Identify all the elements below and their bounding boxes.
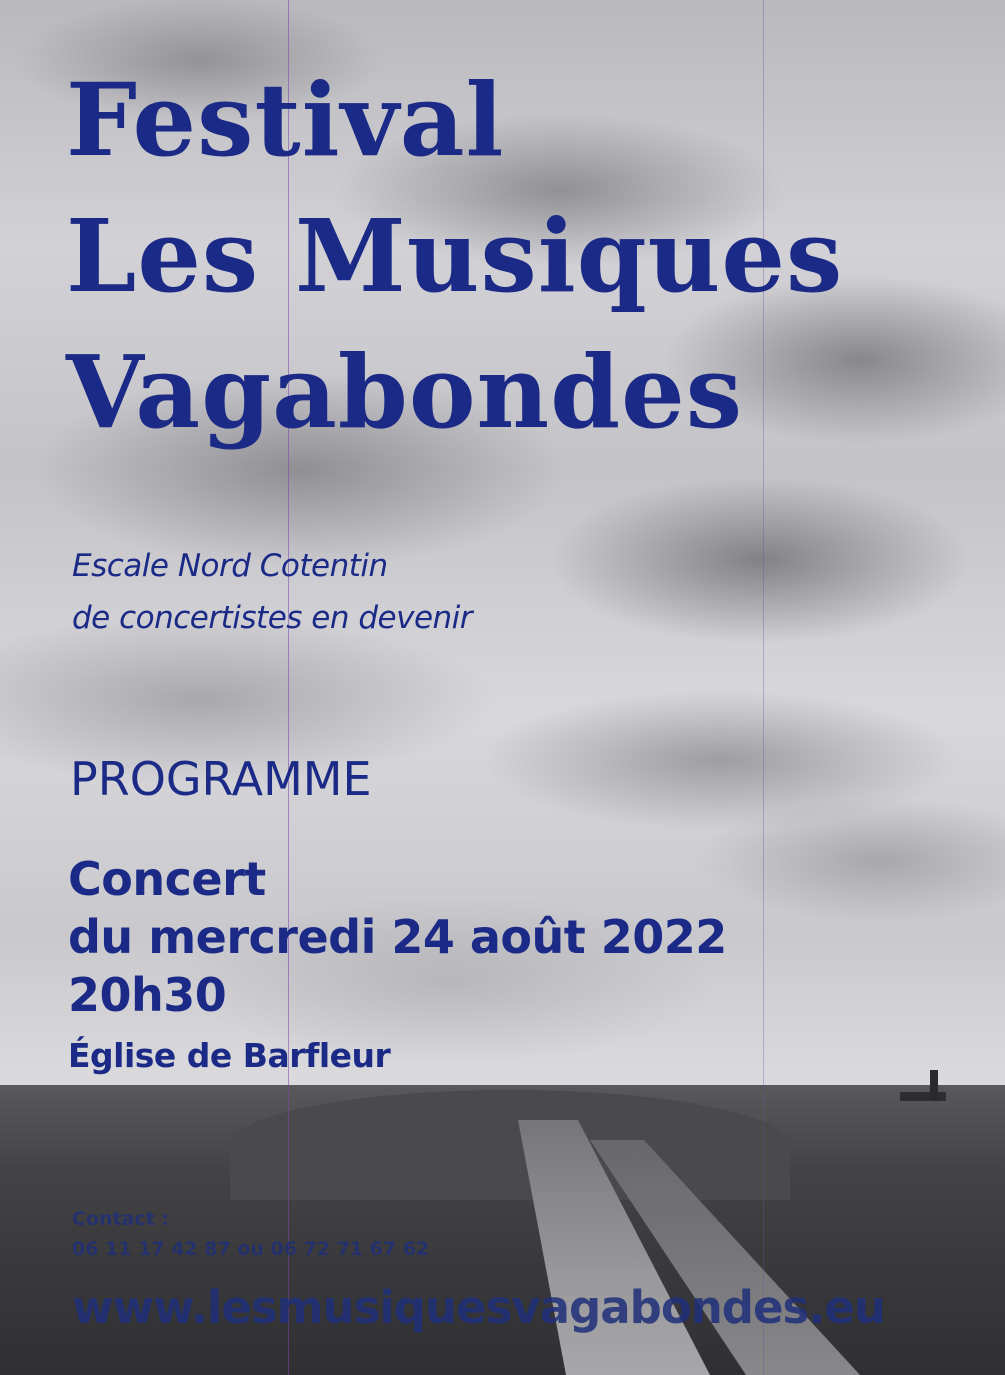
title-line-2: Les Musiques <box>66 197 844 315</box>
contact-phones: 06 11 17 42 87 ou 06 72 71 67 62 <box>72 1238 430 1260</box>
concert-label: Concert <box>68 852 266 906</box>
festival-subtitle <box>72 540 472 644</box>
programme-heading: PROGRAMME <box>70 752 372 806</box>
subtitle-line-1: Escale Nord Cotentin <box>72 548 388 584</box>
concert-time: 20h30 <box>68 968 227 1022</box>
website-url: www.lesmusiquesvagabondes.eu <box>72 1281 885 1334</box>
title-line-1: Festival <box>66 61 505 179</box>
subtitle-line-2: de concertistes en devenir <box>72 600 473 636</box>
concert-details <box>68 850 727 1024</box>
concert-date: du mercredi 24 août 2022 <box>68 910 727 964</box>
festival-title <box>66 52 843 460</box>
contact-block <box>72 1204 429 1264</box>
lighthouse-base <box>900 1092 946 1101</box>
title-line-3: Vagabondes <box>66 333 744 451</box>
hill <box>230 1090 790 1200</box>
lighthouse <box>930 1070 938 1100</box>
concert-venue: Église de Barfleur <box>68 1036 391 1075</box>
contact-label: Contact : <box>72 1208 169 1230</box>
